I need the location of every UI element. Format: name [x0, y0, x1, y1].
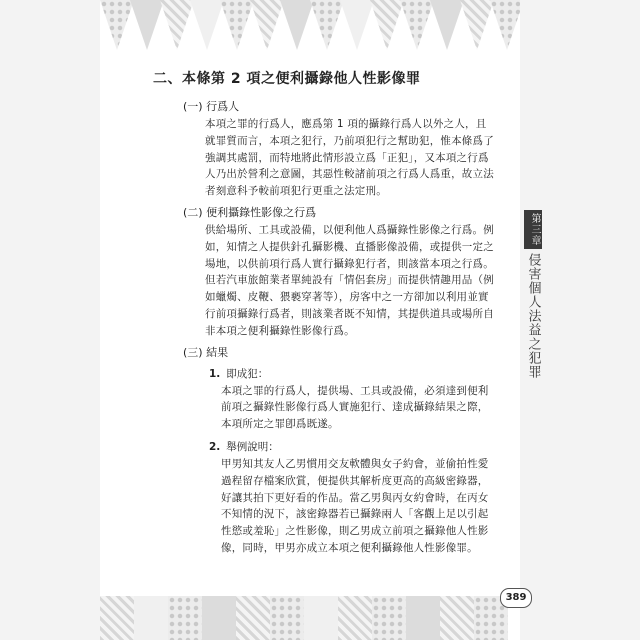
- main-content: [153, 68, 498, 557]
- list-item-number: 2.: [209, 440, 221, 453]
- chapter-label: 第三章: [524, 210, 542, 249]
- subsection-heading: (一) 行爲人: [183, 100, 240, 113]
- top-decorative-bunting: [100, 0, 520, 50]
- list-item-paragraph: 甲男知其友人乙男慣用交友軟體與女子約會，並偷拍性愛過程留存檔案欣賞，便提供其解析度更高的高級密錄器，好讓其拍下更好看的作品。當乙男與丙女約會時，在丙女不知情的況下，該密錄器若已攝錄兩人「客觀上足以引起性慾或羞恥」之性影像，則乙男成立前項之攝錄他人性影像，同時，甲男亦成立本項之便利攝錄他人性影像罪。: [221, 457, 489, 554]
- bottom-decorative-bunting: [100, 596, 520, 640]
- subsection-heading: (二) 便利攝錄性影像之行爲: [183, 205, 317, 219]
- section-heading: 二、本條第 2 項之便利攝錄他人性影像罪: [153, 71, 421, 87]
- subsection-paragraph: 供給場所、工具或設備，以便利他人爲攝錄性影像之行爲。例如，知情之人提供針孔攝影機、直播影像設備，或提供一定之場地，以供前項行爲人實行攝錄犯行者，則該當本項之行爲。但若汽車旅館業者單純設有「情侶套房」而提供情趣用品（例如蠟燭、皮鞭、猥褻穿著等），房客中之一方卻加以利用並實行前項攝錄行爲者，則該業者既不知情，其提供道具或場所自非本項之便利攝錄性影像行爲。: [205, 223, 494, 337]
- chapter-title: 侵害個人法益之犯罪: [525, 253, 541, 379]
- subsection-result: [153, 344, 498, 557]
- list-item-label: 即成犯：: [226, 367, 269, 380]
- subsection-paragraph: 本項之罪的行爲人，應爲第 1 項的攝錄行爲人以外之人，且就罪質而言，本項之犯行，乃前項犯行之幫助犯，惟本條爲了強調其處罰，而特地將此情形設立爲「正犯」，又本項之行爲人乃出於營利之意圖，其惡性較諸前項之行爲人爲重，故立法者刻意科予較前項犯行更重之法定刑。: [205, 118, 494, 198]
- chapter-side-tab: [522, 210, 544, 379]
- subsection-offender: [153, 98, 498, 200]
- list-item-paragraph: 本項之罪的行爲人，提供場、工具或設備，必須達到便利前項之攝錄性影像行爲人實施犯行、達成攝錄結果之際，本項所定之罪卽爲既遂。: [221, 384, 489, 431]
- list-item-heading: [209, 439, 498, 454]
- list-item-number: 1.: [209, 367, 221, 380]
- subsection-heading: (三) 結果: [183, 345, 229, 359]
- list-item-label: 舉例說明：: [226, 440, 279, 453]
- list-item-heading: [209, 366, 498, 381]
- subsection-act: [153, 204, 498, 340]
- page-number: 389: [500, 588, 532, 608]
